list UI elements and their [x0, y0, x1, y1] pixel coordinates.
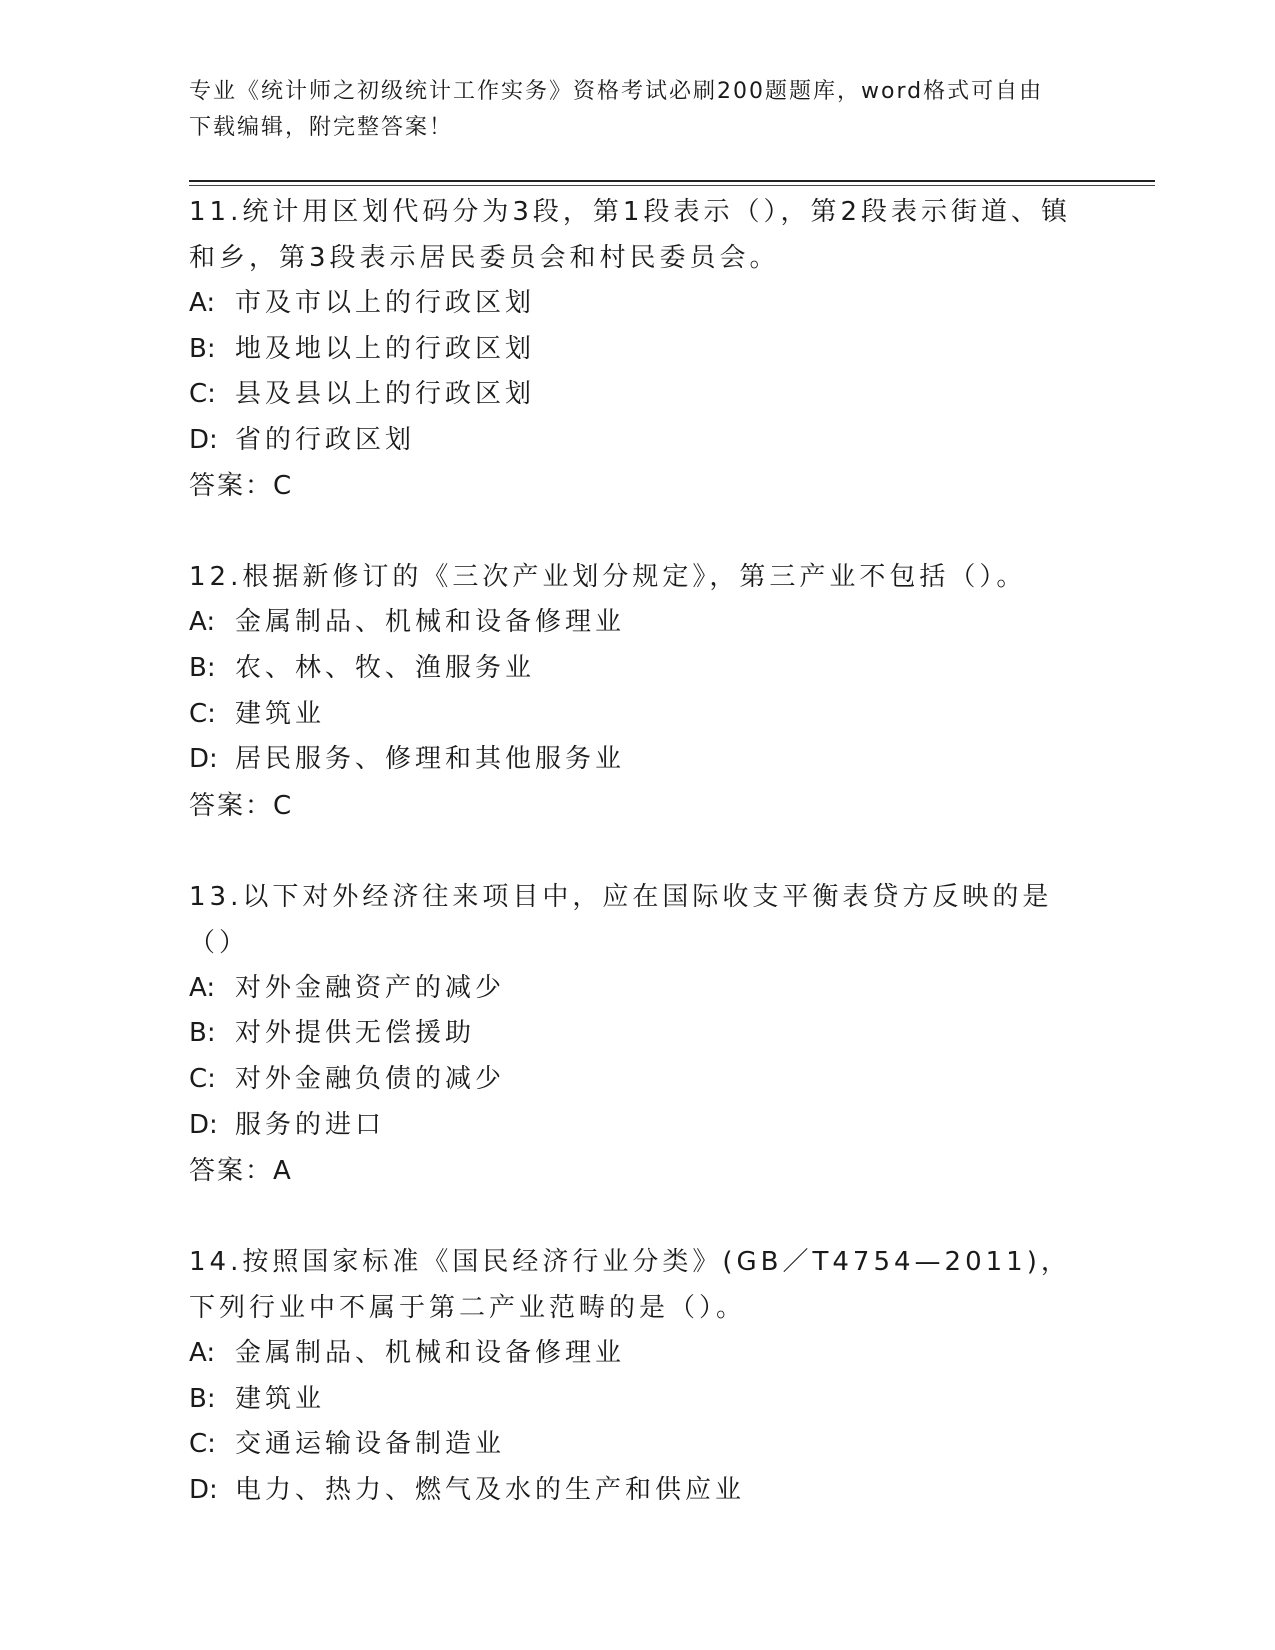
question-12: [189, 554, 1089, 828]
header-divider-thin: [189, 185, 1155, 186]
option-key: A:: [189, 288, 216, 318]
answer-label: 答案：: [189, 471, 274, 502]
option-text: 电力、热力、燃气及水的生产和供应业: [235, 1474, 746, 1505]
option-key: B:: [189, 333, 216, 364]
header-divider-thick: [189, 180, 1155, 182]
option-key: D:: [189, 424, 218, 455]
option-d: [189, 418, 1089, 464]
option-a: [189, 966, 1089, 1012]
option-text: 市及市以上的行政区划: [235, 288, 536, 318]
question-stem: [189, 554, 1089, 600]
question-text: 以下对外经济往来项目中，应在国际收支平衡表贷方反映的是（）: [189, 881, 1053, 958]
answer-line: [189, 1148, 1089, 1194]
answer-label: 答案：: [189, 790, 274, 821]
option-key: C:: [189, 698, 216, 729]
option-key: C:: [189, 1063, 216, 1094]
option-a: [189, 281, 1089, 327]
answer-line: [189, 463, 1089, 509]
option-d: [189, 737, 1089, 783]
option-b: [189, 1377, 1089, 1423]
option-a: [189, 1331, 1089, 1377]
option-text: 对外金融负债的减少: [235, 1063, 506, 1094]
option-key: A:: [189, 1338, 216, 1369]
option-key: D:: [189, 744, 218, 775]
option-text: 金属制品、机械和设备修理业: [235, 1338, 626, 1369]
question-stem: [189, 1239, 1089, 1331]
document-header: [189, 74, 1089, 146]
option-text: 地及地以上的行政区划: [235, 333, 536, 364]
option-c: [189, 692, 1089, 738]
option-c: [189, 372, 1089, 418]
question-14: [189, 1239, 1089, 1513]
option-c: [189, 1057, 1089, 1103]
question-number: 11.: [189, 197, 243, 227]
question-13: [189, 874, 1089, 1194]
option-text: 县及县以上的行政区划: [235, 379, 536, 410]
option-text: 金属制品、机械和设备修理业: [235, 607, 626, 638]
option-key: B:: [189, 652, 216, 683]
question-number: 13.: [189, 881, 243, 912]
option-d: [189, 1468, 1089, 1514]
option-key: B:: [189, 1383, 216, 1414]
option-key: C:: [189, 379, 216, 410]
option-text: 居民服务、修理和其他服务业: [235, 744, 626, 775]
option-b: [189, 1011, 1089, 1057]
answer-value: A: [273, 1156, 292, 1187]
answer-value: C: [273, 471, 293, 502]
option-d: [189, 1103, 1089, 1149]
option-key: B:: [189, 1018, 216, 1049]
option-key: C:: [189, 1429, 216, 1460]
option-key: A:: [189, 972, 216, 1003]
option-key: A:: [189, 607, 216, 638]
option-text: 服务的进口: [235, 1109, 386, 1140]
answer-line: [189, 783, 1089, 829]
option-c: [189, 1422, 1089, 1468]
question-text: 统计用区划代码分为3段，第1段表示（），第2段表示街道、镇和乡，第3段表示居民委员会和村民委员会。: [189, 197, 1071, 273]
option-key: D:: [189, 1474, 218, 1505]
question-list: [189, 189, 1089, 1559]
option-text: 省的行政区划: [235, 424, 416, 455]
question-stem: [189, 189, 1089, 281]
header-line-2: 下载编辑，附完整答案！: [189, 115, 454, 140]
option-b: [189, 646, 1089, 692]
option-text: 对外提供无偿援助: [235, 1018, 476, 1049]
question-number: 14.: [189, 1247, 243, 1278]
option-key: D:: [189, 1109, 218, 1140]
option-text: 建筑业: [235, 1383, 326, 1414]
option-b: [189, 327, 1089, 373]
option-text: 交通运输设备制造业: [235, 1429, 506, 1460]
question-stem: [189, 874, 1089, 966]
question-text: 按照国家标准《国民经济行业分类》(GB／T4754—2011)，下列行业中不属于第二产业范畴的是（）。: [189, 1247, 1071, 1324]
question-text: 根据新修订的《三次产业划分规定》，第三产业不包括（）。: [242, 562, 1027, 593]
answer-value: C: [273, 790, 293, 821]
question-11: [189, 189, 1089, 509]
header-line-1: 专业《统计师之初级统计工作实务》资格考试必刷200题题库，word格式可自由: [189, 79, 1044, 104]
option-text: 建筑业: [235, 698, 326, 729]
option-text: 农、林、牧、渔服务业: [235, 652, 536, 683]
option-text: 对外金融资产的减少: [235, 972, 506, 1003]
question-number: 12.: [189, 562, 243, 593]
option-a: [189, 600, 1089, 646]
answer-label: 答案：: [189, 1156, 274, 1187]
